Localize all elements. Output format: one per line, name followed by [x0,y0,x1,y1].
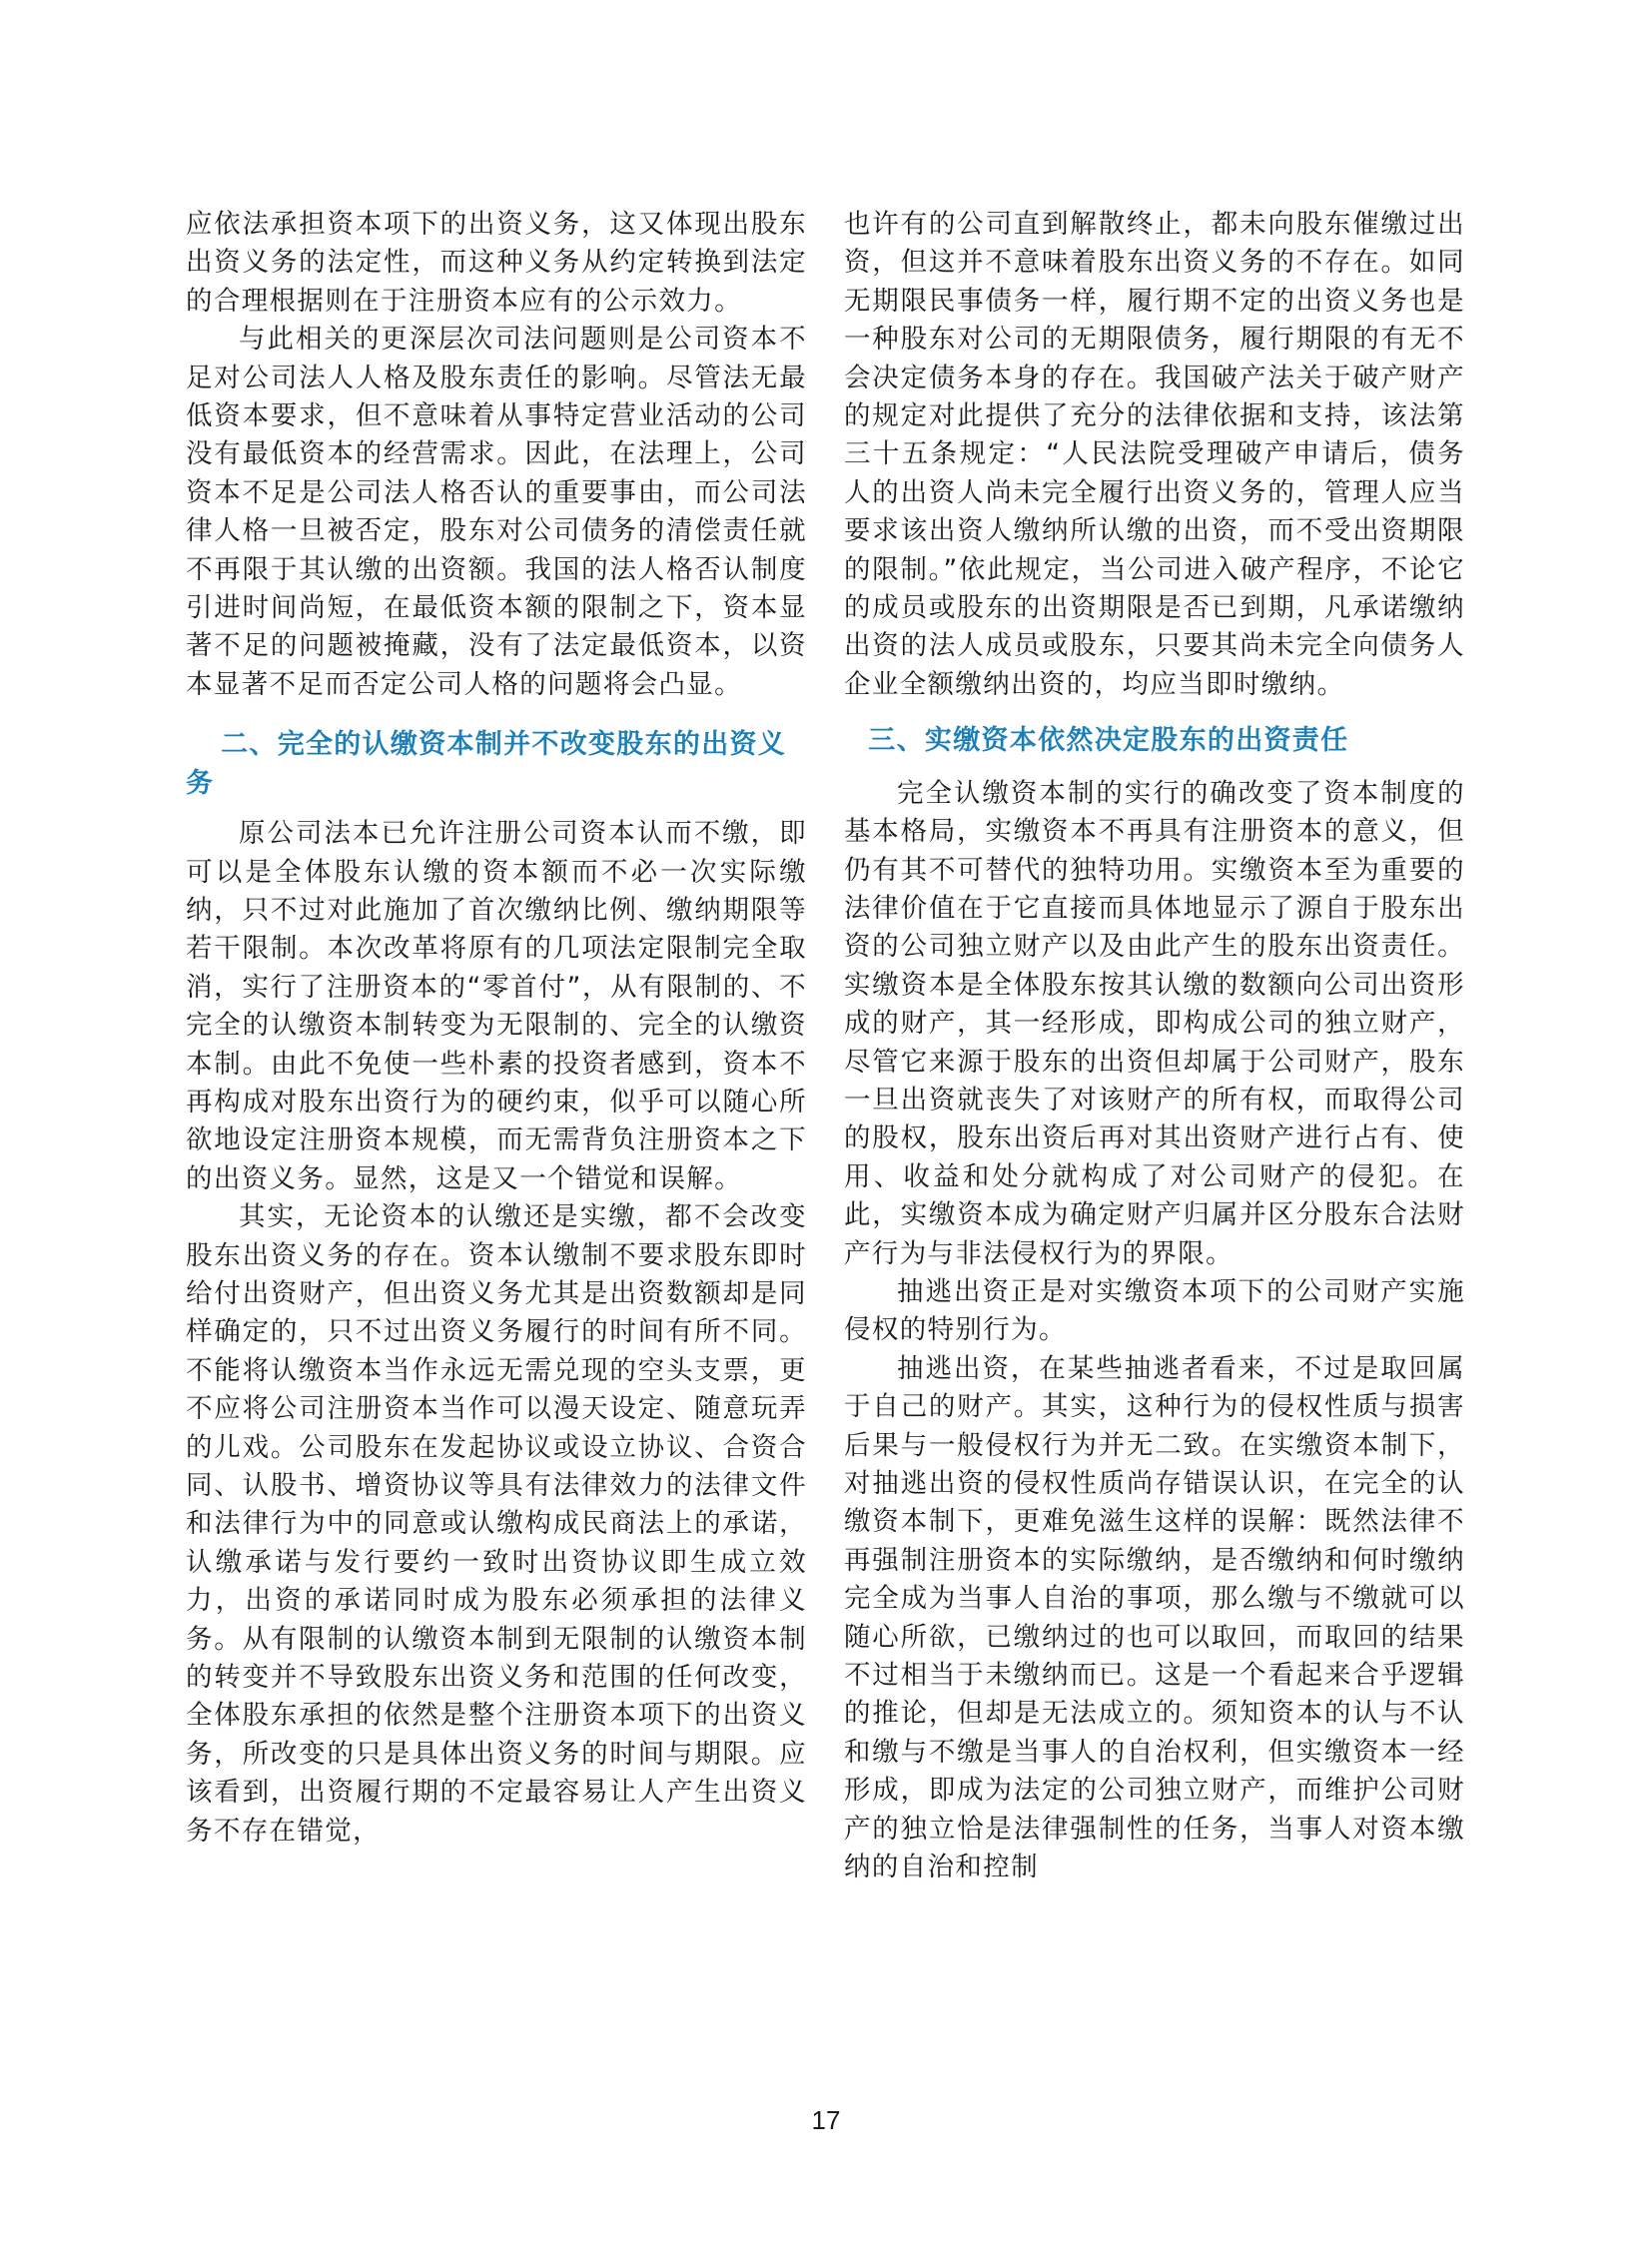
paragraph: 抽逃出资，在某些抽逃者看来，不过是取回属于自己的财产。其实，这种行为的侵权性质与损害后果与一般侵权行为并无二致。在实缴资本制下，对抽逃出资的侵权性质尚存错误认识，在完全的认缴资本制下，更难免滋生这样的误解：既然法律不再强制注册资本的实际缴纳，是否缴纳和何时缴纳完全成为当事人自治的事项，那么缴与不缴就可以随心所欲，已缴纳过的也可以取回，而取回的结果不过相当于未缴纳而已。这是一个看起来合乎逻辑的推论，但却是无法成立的。须知资本的认与不认和缴与不缴是当事人的自治权利，但实缴资本一经形成，即成为法定的公司独立财产，而维护公司财产的独立恰是法律强制性的任务，当事人对资本缴纳的自治和控制 [844,1352,1465,1883]
paragraph: 原公司法本已允许注册公司资本认而不缴，即可以是全体股东认缴的资本额而不必一次实际缴纳，只不过对此施加了首次缴纳比例、缴纳期限等若干限制。本次改革将原有的几项法定限制完全取消，实行了注册资本的“零首付”，从有限制的、不完全的认缴资本制转变为无限制的、完全的认缴资本制。由此不免使一些朴素的投资者感到，资本不再构成对股东出资行为的硬约束，似乎可以随心所欲地设定注册资本规模，而无需背负注册资本之下的出资义务。显然，这是又一个错觉和误解。 [186,818,807,1194]
section-heading: 二、完全的认缴资本制并不改变股东的出资义务 [186,729,787,799]
paragraph: 与此相关的更深层次司法问题则是公司资本不足对公司法人人格及股东责任的影响。尽管法无最低资本要求，但不意味着从事特定营业活动的公司没有最低资本的经营需求。因此，在法理上，公司资本不足是公司法人格否认的重要事由，而公司法律人格一旦被否定，股东对公司债务的清偿责任就不再限于其认缴的出资额。我国的法人格否认制度引进时间尚短，在最低资本额的限制之下，资本显著不足的问题被掩藏，没有了法定最低资本，以资本显著不足而否定公司人格的问题将会凸显。 [186,324,807,700]
left-column [186,206,807,1851]
paragraph: 其实，无论资本的认缴还是实缴，都不会改变股东出资义务的存在。资本认缴制不要求股东即时给付出资财产，但出资义务尤其是出资数额却是同样确定的，只不过出资义务履行的时间有所不同。不能将认缴资本当作永远无需兑现的空头支票，更不应将公司注册资本当作可以漫天设定、随意玩弄的儿戏。公司股东在发起协议或设立协议、合资合同、认股书、增资协议等具有法律效力的法律文件和法律行为中的同意或认缴构成民商法上的承诺，认缴承诺与发行要约一致时出资协议即生成立效力，出资的承诺同时成为股东必须承担的法律义务。从有限制的认缴资本制到无限制的认缴资本制的转变并不导致股东出资义务和范围的任何改变，全体股东承担的依然是整个注册资本项下的出资义务，所改变的只是具体出资义务的时间与期限。应该看到，出资履行期的不定最容易让人产生出资义务不存在错觉， [186,1201,807,1847]
paragraph: 也许有的公司直到解散终止，都未向股东催缴过出资，但这并不意味着股东出资义务的不存在。如同无期限民事债务一样，履行期不定的出资义务也是一种股东对公司的无期限债务，履行期限的有无不会决定债务本身的存在。我国破产法关于破产财产的规定对此提供了充分的法律依据和支持，该法第三十五条规定：“人民法院受理破产申请后，债务人的出资人尚未完全履行出资义务的，管理人应当要求该出资人缴纳所认缴的出资，而不受出资期限的限制。”依此规定，当公司进入破产程序，不论它的成员或股东的出资期限是否已到期，凡承诺缴纳出资的法人成员或股东，只要其尚未完全向债务人企业全额缴纳出资的，均应当即时缴纳。 [844,209,1465,700]
paragraph: 完全认缴资本制的实行的确改变了资本制度的基本格局，实缴资本不再具有注册资本的意义，但仍有其不可替代的独特功用。实缴资本至为重要的法律价值在于它直接而具体地显示了源自于股东出资的公司独立财产以及由此产生的股东出资责任。实缴资本是全体股东按其认缴的数额向公司出资形成的财产，其一经形成，即构成公司的独立财产，尽管它来源于股东的出资但却属于公司财产，股东一旦出资就丧失了对该财产的所有权，而取得公司的股权，股东出资后再对其出资财产进行占有、使用、收益和处分就构成了对公司财产的侵犯。在此，实缴资本成为确定财产归属并区分股东合法财产行为与非法侵权行为的界限。 [844,777,1465,1269]
right-column [844,206,1465,1886]
paragraph: 应依法承担资本项下的出资义务，这又体现出股东出资义务的法定性，而这种义务从约定转换到法定的合理根据则在于注册资本应有的公示效力。 [186,209,807,317]
page-number: 17 [811,2105,841,2135]
section-heading: 三、实缴资本依然决定股东的出资责任 [868,725,1349,757]
paragraph: 抽逃出资正是对实缴资本项下的公司财产实施侵权的特别行为。 [844,1275,1465,1346]
